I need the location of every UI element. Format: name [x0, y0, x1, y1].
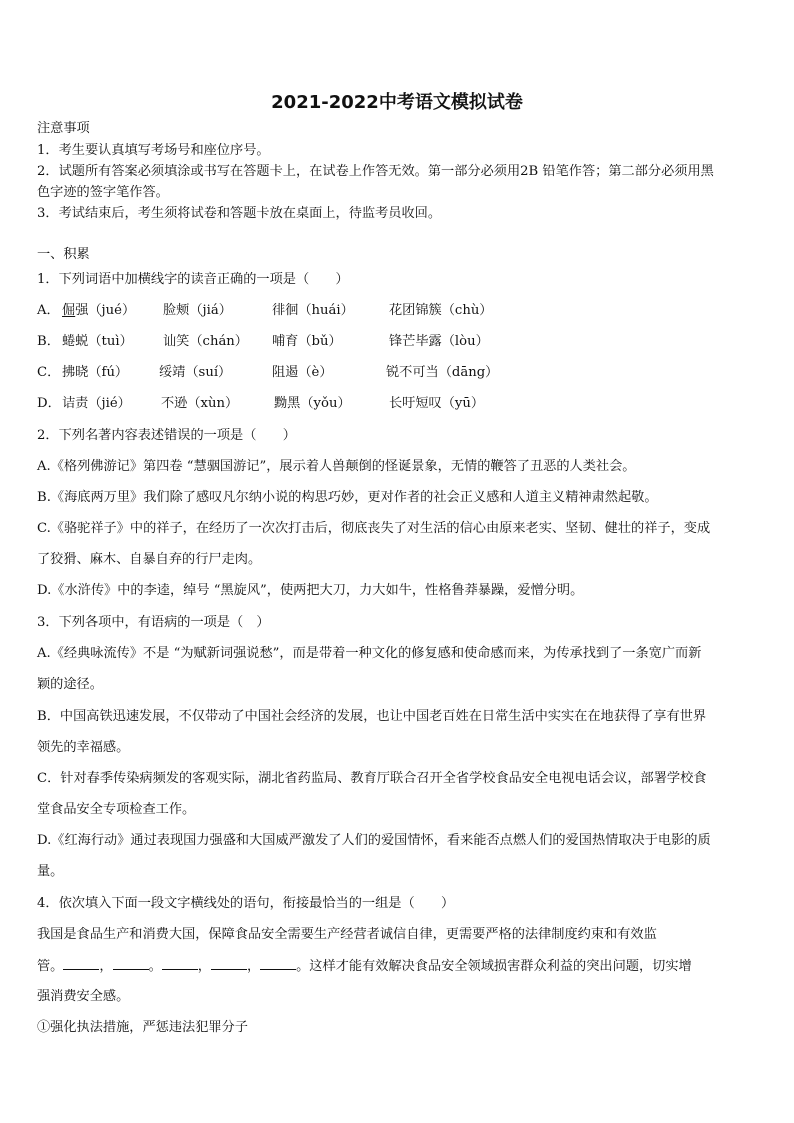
question-3-stem: 3．下列各项中，有语病的一项是（ ） [37, 615, 270, 630]
question-2-option: 了狡猾、麻木、自暴自弃的行尸走肉。 [37, 552, 262, 567]
passage-punct: ， [246, 959, 261, 974]
option-label: A． [37, 303, 60, 318]
option-word: 黝黑（yǒu） [274, 396, 351, 411]
question-2-option: A.《格列佛游记》第四卷 “慧骃国游记”，展示着人兽颠倒的怪诞景象，无情的鞭答了丑恶的人类社会。 [37, 459, 636, 474]
passage-punct: ， [197, 959, 211, 974]
option-word: 锐不可当（dāng） [386, 365, 499, 380]
question-3-option: C．针对春季传染病频发的客观实际，湖北省药监局、教育厅联合召开全省学校食品安全电视电话会议，部署学校食 [37, 771, 707, 786]
question-3-option: 堂食品安全专项检查工作。 [37, 802, 196, 817]
question-4-option: ①强化执法措施，严惩违法犯罪分子 [37, 1020, 248, 1035]
option-label: C． [37, 365, 61, 380]
option-word: 脸颊（jiá） [163, 303, 232, 318]
option-word-text: 强（jué） [75, 303, 136, 318]
option-word: 诘责（jié） [62, 396, 131, 411]
fill-blank[interactable] [63, 957, 99, 970]
passage-text: 。这样才能有效解决食品安全领域损害群众利益的突出问题，切实增 [296, 959, 692, 974]
fill-blank[interactable] [113, 957, 149, 970]
notice-item: 色字迹的签字笔作答。 [37, 185, 169, 200]
passage-punct: ， [99, 959, 113, 974]
option-word: 长吁短叹（yū） [389, 396, 485, 411]
option-word: 绥靖（suí） [159, 365, 232, 380]
option-word: 讪笑（chán） [163, 334, 248, 349]
question-3-option: 领先的幸福感。 [37, 740, 130, 755]
notice-item: 2．试题所有答案必须填涂或书写在答题卡上，在试卷上作答无效。第一部分必须用2B 铅笔作答；第二部分必须用黑 [37, 164, 714, 179]
passage-text: 管。 [37, 959, 64, 974]
question-4-stem: 4．依次填入下面一段文字横线处的语句，衔接最恰当的一组是（ ） [37, 896, 455, 911]
page-title: 2021-2022中考语文模拟试卷 [271, 92, 523, 113]
notice-item: 3．考试结束后，考生须将试卷和答题卡放在桌面上，待监考员收回。 [37, 206, 442, 221]
question-2-option: B.《海底两万里》我们除了感叹凡尔纳小说的构思巧妙，更对作者的社会正义感和人道主义精神肃然起敬。 [37, 490, 658, 505]
question-3-option: A.《经典咏流传》不是 “为赋新词强说愁”，而是带着一种文化的修复感和使命感而来，为传承找到了一条宽广而新 [37, 646, 702, 661]
notice-item: 1．考生要认真填写考场号和座位序号。 [37, 143, 270, 158]
option-word: 哺育（bǔ） [272, 334, 342, 349]
fill-blank[interactable] [211, 957, 247, 970]
fill-blank[interactable] [260, 957, 296, 970]
underlined-char: 倔 [62, 303, 76, 318]
question-4-passage: 强消费安全感。 [37, 989, 130, 1004]
fill-blank[interactable] [162, 957, 198, 970]
question-4-passage: 我国是食品生产和消费大国，保障食品安全需要生产经营者诚信自律，更需要严格的法律制度约束和有效监 [37, 927, 657, 942]
option-word: 徘徊（huái） [272, 303, 354, 318]
question-3-option: 颖的途径。 [37, 677, 103, 692]
question-1-stem: 1．下列词语中加横线字的读音正确的一项是（ ） [37, 272, 349, 287]
option-word: 拂晓（fú） [62, 365, 129, 380]
section-heading: 一、积累 [37, 247, 90, 262]
passage-punct: 。 [148, 959, 162, 974]
notice-heading: 注意事项 [37, 121, 90, 136]
option-word: 蜷蜕（tuì） [62, 334, 133, 349]
question-3-option: B．中国高铁迅速发展，不仅带动了中国社会经济的发展，也让中国老百姓在日常生活中实实在在地获得了享有世界 [37, 709, 707, 724]
option-word: 花团锦簇（chù） [389, 303, 493, 318]
question-2-option: D.《水浒传》中的李逵，绰号 “黑旋风”，使两把大刀，力大如牛，性格鲁莽暴躁，爱憎分明。 [37, 583, 584, 598]
option-word [62, 302, 135, 320]
question-3-option: 量。 [37, 864, 64, 879]
question-2-stem: 2．下列名著内容表述错误的一项是（ ） [37, 428, 296, 443]
option-label: B． [37, 334, 60, 349]
question-2-option: C.《骆驼祥子》中的祥子，在经历了一次次打击后，彻底丧失了对生活的信心由原来老实、坚韧、健壮的祥子，变成 [37, 521, 711, 536]
option-word: 锋芒毕露（lòu） [389, 334, 489, 349]
question-3-option: D.《红海行动》通过表现国力强盛和大国威严激发了人们的爱国情怀，看来能否点燃人们的爱国热情取决于电影的质 [37, 833, 711, 848]
question-4-passage-blanks [37, 957, 692, 976]
option-label: D． [37, 396, 61, 411]
option-word: 阻遏（è） [272, 365, 333, 380]
option-word: 不逊（xùn） [161, 396, 239, 411]
